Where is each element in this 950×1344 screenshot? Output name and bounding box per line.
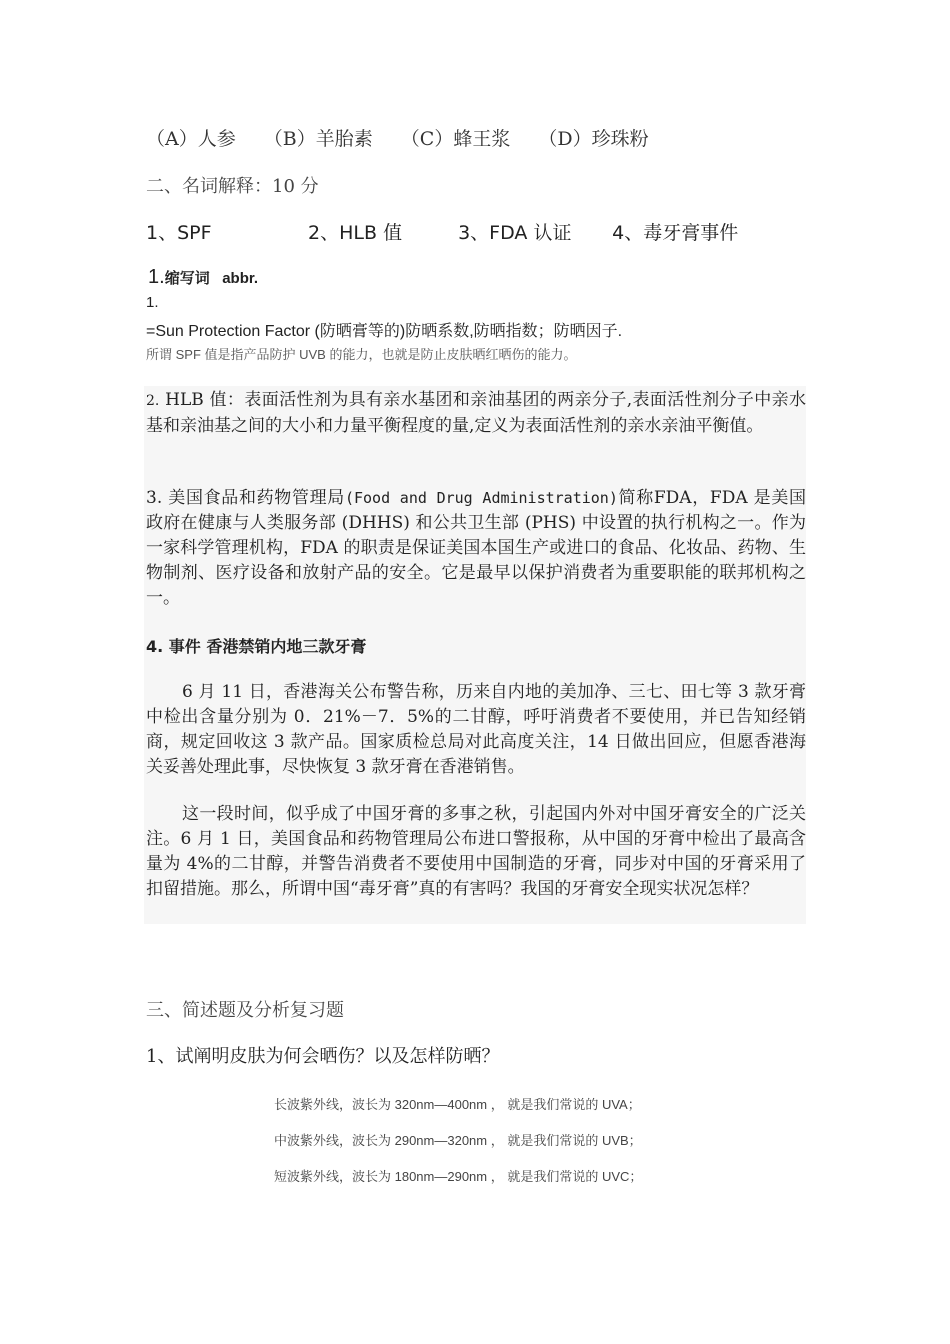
fda-text-after: 简称FDA，FDA 是美国政府在健康与人类服务部 (DHHS) 和公共卫生部 (PHS) 中设置的执行机构之一。作为一家科学管理机构，FDA 的职责是保证美国本国生产或进口的食品、化妆品、药物、生物制剂、医疗设备和放射产品的安全。它是最早以保护消费者为重要职能的联邦机构之一。 xyxy=(146,488,806,608)
option-a: （A）人参 xyxy=(146,128,236,150)
hlb-number: 2. xyxy=(146,393,160,409)
hlb-text: HLB 值：表面活性剂为具有亲水基团和亲油基团的两亲分子,表面活性剂分子中亲水基和亲油基之间的大小和力量平衡程度的量,定义为表面活性剂的亲水亲油平衡值。 xyxy=(146,390,806,436)
term-list xyxy=(146,218,738,245)
spf-abbr-label: 缩写词 xyxy=(164,270,210,287)
term-fda: 3、FDA 认证 xyxy=(458,222,572,244)
fda-text-before: 美国食品和药物管理局 xyxy=(162,488,345,508)
fda-english-name: (Food and Drug Administration) xyxy=(344,489,618,507)
event-heading: 4. 事件 香港禁销内地三款牙膏 xyxy=(146,637,367,656)
spf-abbr-number: 1. xyxy=(148,266,165,288)
section-2-title: 二、名词解释：10 分 xyxy=(146,176,319,197)
question-1: 1、试阐明皮肤为何会晒伤？以及怎样防晒？ xyxy=(146,1046,500,1067)
hlb-paragraph xyxy=(146,388,806,439)
event-paragraph-1: 6 月 11 日，香港海关公布警告称，历来自内地的美加净、三七、田七等 3 款牙膏中检出含量分别为 0．21%－7．5%的二甘醇，呼吁消费者不要使用，并已告知经销商，规定回收这 3 款产品。国家质检总局对此高度关注，14 日做出回应，但愿香港海关妥善处理此事，尽快恢复 3 款牙膏在香港销售。 xyxy=(146,682,806,777)
uv-line-uvb: 中波紫外线，波长为 290nm—320nm ， 就是我们常说的 UVB； xyxy=(274,1133,642,1148)
fda-paragraph xyxy=(146,486,806,611)
spf-note: 所谓 SPF 值是指产品防护 UVB 的能力，也就是防止皮肤晒红晒伤的能力。 xyxy=(146,347,577,362)
section-3-title: 三、简述题及分析复习题 xyxy=(146,1000,344,1021)
option-d: （D）珍珠粉 xyxy=(538,128,649,150)
spf-abbr-line xyxy=(148,266,258,289)
spf-abbr-tag: abbr. xyxy=(222,270,259,287)
multiple-choice-options xyxy=(146,124,671,151)
uv-line-uva: 长波紫外线，波长为 320nm—400nm ， 就是我们常说的 UVA； xyxy=(274,1097,641,1112)
spf-definition: =Sun Protection Factor (防晒膏等的)防晒系数,防晒指数；防晒因子. xyxy=(146,323,623,340)
event-paragraph-2: 这一段时间，似乎成了中国牙膏的多事之秋，引起国内外对中国牙膏安全的广泛关注。6 月 1 日，美国食品和药物管理局公布进口警报称，从中国的牙膏中检出了最高含量为 4%的二甘醇，并警告消费者不要使用中国制造的牙膏，同步对中国的牙膏采用了扣留措施。那么，所谓中国“毒牙膏”真的有害吗？我国的牙膏安全现实状况怎样？ xyxy=(146,804,806,899)
uv-line-uvc: 短波紫外线，波长为 180nm—290nm ， 就是我们常说的 UVC； xyxy=(274,1169,643,1184)
term-toothpaste: 4、毒牙膏事件 xyxy=(612,222,739,244)
option-b: （B）羊胎素 xyxy=(263,128,373,150)
term-hlb: 2、HLB 值 xyxy=(308,222,403,244)
spf-item-number: 1. xyxy=(146,294,159,311)
term-spf: 1、SPF xyxy=(146,222,212,244)
fda-number: 3. xyxy=(146,488,163,508)
option-c: （C）蜂王浆 xyxy=(400,128,511,150)
